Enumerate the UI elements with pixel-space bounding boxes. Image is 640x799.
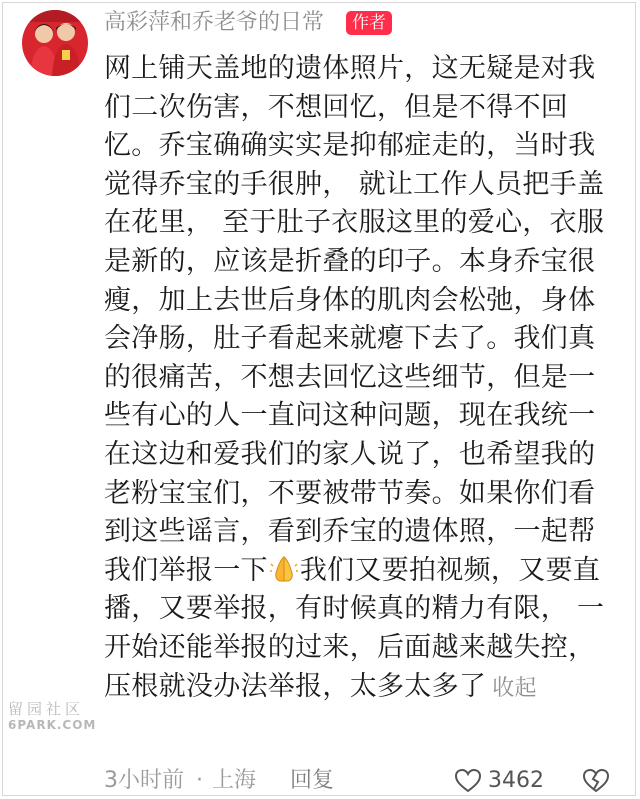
broken-heart-outline-icon[interactable]	[582, 767, 610, 795]
heart-outline-icon[interactable]	[454, 767, 482, 795]
comment-line	[104, 359, 624, 398]
comment-line-text: 到这些谣言，看到乔宝的遗体照，一起帮	[104, 516, 596, 548]
comment-line-text: 些有心的人一直问这种问题，现在我统一	[104, 400, 596, 432]
comment-line	[104, 590, 624, 629]
like-count: 3462	[488, 768, 544, 793]
comment-line	[104, 320, 624, 359]
comment-line	[104, 668, 624, 707]
comment-line	[104, 436, 624, 475]
comment-text	[104, 50, 624, 706]
comment-line-text: 的很痛苦，不想去回忆这些细节，但是一	[104, 361, 596, 393]
comment-line-text: 开始还能举报的过来，后面越来越失控，	[104, 631, 596, 663]
watermark	[8, 700, 104, 732]
comment-line	[104, 89, 624, 128]
comment-line	[104, 475, 624, 514]
comment-line	[104, 629, 624, 668]
folded-hands-emoji-icon	[269, 554, 299, 584]
comment-line-text: 老粉宝宝们，不要被带节奏。如果你们看	[104, 477, 596, 509]
comment-line-text: 压根就没办法举报，太多太多了	[104, 670, 487, 702]
comment-line-text: 网上铺天盖地的遗体照片，这无疑是对我	[104, 53, 596, 84]
comment-location: 上海	[212, 768, 257, 793]
collapse-button[interactable]: 收起	[492, 675, 537, 701]
comment-line-text: 觉得乔宝的手很肿， 就让工作人员把手盖	[104, 168, 605, 200]
comment-line-text: 会净肠，肚子看起来就瘪下去了。我们真	[104, 323, 596, 355]
watermark-top: 留园社区	[8, 700, 85, 718]
reply-button[interactable]: 回复	[290, 768, 335, 793]
comment-line-text: 瘦，加上去世后身体的肌肉会松弛，身体	[104, 284, 596, 316]
author-name[interactable]: 高彩萍和乔老爷的日常	[104, 10, 325, 35]
comment-line	[104, 552, 624, 591]
comment-line	[104, 166, 624, 205]
comment-line-text: 忆。乔宝确确实实是抑郁症走的，当时我	[104, 130, 596, 162]
comment-footer	[104, 764, 624, 798]
watermark-bottom: 6PARK.COM	[8, 718, 97, 732]
comment-line	[104, 397, 624, 436]
comment-line-text: 我们又要拍视频，又要直	[299, 554, 601, 586]
comment-line-text: 在花里， 至于肚子衣服这里的爱心，衣服	[104, 207, 605, 239]
comment-line-text: 播，又要举报，有时候真的精力有限， 一	[104, 593, 605, 625]
comment-line	[104, 204, 624, 243]
avatar-image	[22, 10, 88, 76]
comment-time: 3小时前	[104, 768, 184, 793]
comment-line	[104, 282, 624, 321]
comment-line	[104, 243, 624, 282]
comment-line	[104, 513, 624, 552]
comment-line-text: 在这边和爱我们的家人说了，也希望我的	[104, 438, 596, 470]
comment-line-text: 是新的，应该是折叠的印子。本身乔宝很	[104, 245, 596, 277]
avatar[interactable]	[22, 10, 88, 76]
comment-line	[104, 50, 624, 89]
comment-line	[104, 127, 624, 166]
separator-dot: ·	[196, 768, 203, 793]
author-badge: 作者	[346, 11, 392, 35]
comment-line-text: 们二次伤害，不想回忆，但是不得不回	[104, 91, 569, 123]
comment-line-text: 我们举报一下	[104, 554, 268, 586]
